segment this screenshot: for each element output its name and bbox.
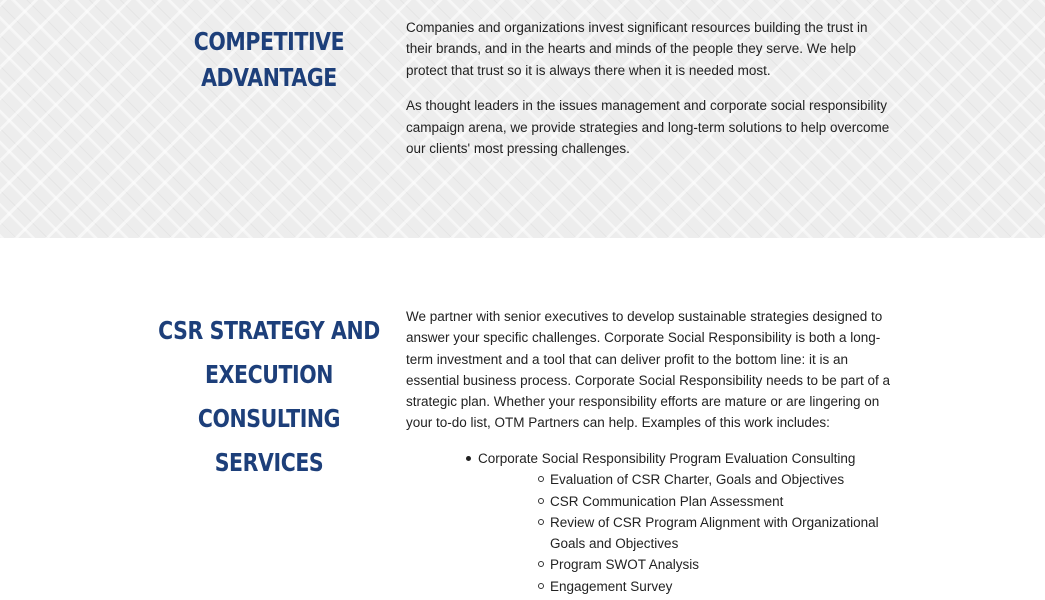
- competitive-paragraph: As thought leaders in the issues management and corporate social responsibility campaign arena, we provide strategies and long-term solutions to help overcome our clients' most pressing challenges.: [406, 98, 890, 156]
- list-item: Program SWOT Analysis: [538, 554, 896, 575]
- list-item: Evaluation of CSR Charter, Goals and Objectives: [538, 469, 896, 490]
- csr-heading: CSR STRATEGY AND EXECUTION CONSULTING SERVICES: [158, 316, 380, 477]
- list-item: [466, 448, 896, 597]
- competitive-advantage-body: [406, 17, 896, 174]
- csr-intro-paragraph: We partner with senior executives to develop sustainable strategies designed to answer your specific challenges. Corporate Social Responsibility is both a long-term investment and a tool that can deliver profit to the bottom line: it is an essential business process. Corporate Social Responsibility needs to be part of a strategic plan. Whether your responsibility efforts are mature or are lingering on your to-do list, OTM Partners can help. Examples of this work includes:: [406, 309, 891, 431]
- competitive-advantage-heading: COMPETITIVE ADVANTAGE: [193, 27, 345, 92]
- csr-services-list: [466, 448, 896, 597]
- list-item-label: Corporate Social Responsibility Program Evaluation Consulting: [478, 451, 856, 466]
- list-item: Review of CSR Program Alignment with Organizational Goals and Objectives: [538, 512, 896, 555]
- csr-body: [406, 306, 896, 448]
- list-item: Engagement Survey: [538, 576, 896, 597]
- list-item: CSR Communication Plan Assessment: [538, 491, 896, 512]
- competitive-paragraph: Companies and organizations invest significant resources building the trust in their brands, and in the hearts and minds of the people they serve. We help protect that trust so it is always there when it is needed most.: [406, 20, 868, 78]
- csr-services-sublist: [478, 469, 896, 597]
